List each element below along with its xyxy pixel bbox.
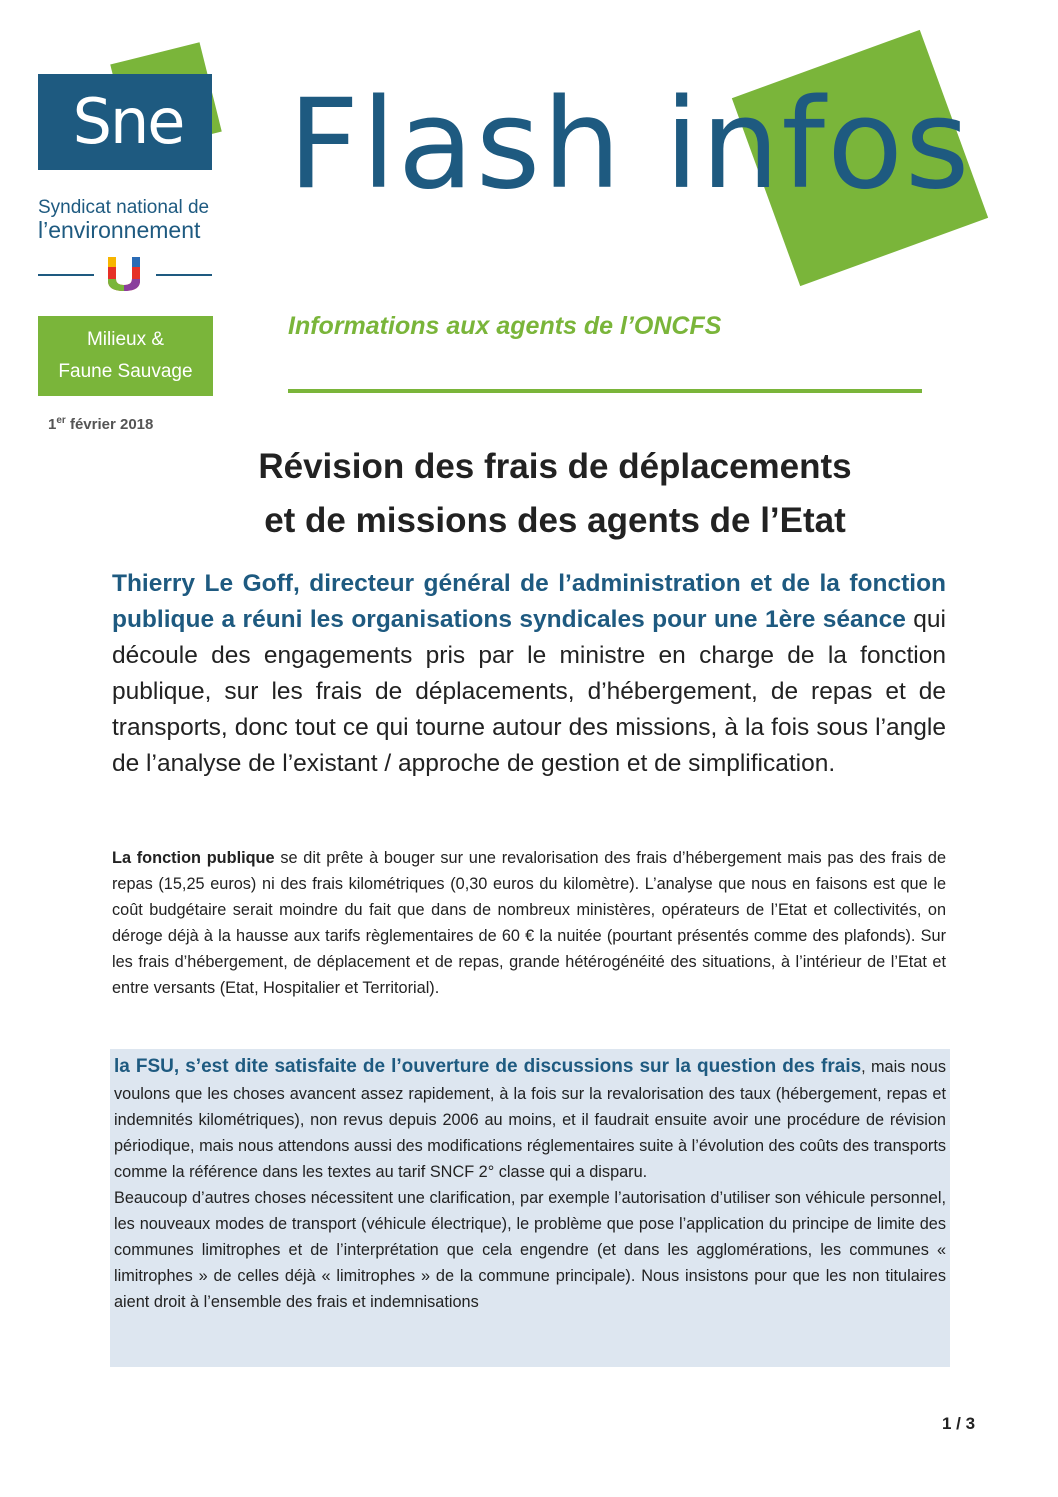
lead-paragraph — [112, 566, 946, 782]
fsu-statement-box — [110, 1049, 950, 1367]
newsletter-title: Flash infos — [288, 73, 972, 217]
newsletter-subtitle: Informations aux agents de l’ONCFS — [288, 312, 722, 340]
logo-wordmark: Sne — [72, 85, 184, 158]
organization-name-line1: Syndicat national de — [38, 197, 210, 218]
fsu-paragraph-2: Beaucoup d’autres choses nécessitent une clarification, par exemple l’autorisation d’utiliser son véhicule personnel, les nouveaux modes de transport (véhicule électrique), le problème que pose l’application du principe de limite des communes limitrophes et de l’interprétation que cela engendre (et dans les agglomérations, les communes « limitrophes » de celles déjà « limitrophes » de la commune principale). Nous insistons pour que les non titulaires aient droit à l’ensemble des frais et indemnisations — [114, 1189, 946, 1311]
organization-name — [38, 196, 216, 242]
fsu-paragraph-1 — [114, 1053, 946, 1185]
issue-date-day: 1 — [48, 416, 57, 433]
issue-date-ordinal: er — [56, 415, 66, 426]
issue-date-rest: février 2018 — [65, 416, 154, 433]
article-headline — [220, 440, 890, 548]
union-u-badge-icon — [104, 255, 144, 293]
page-number: 1 / 3 — [942, 1414, 976, 1433]
lead-rest: qui découle des engagements pris par le ministre en charge de la fonction publique, sur les frais de déplacements, d’hébergement, de repas et de transports, donc tout ce qui tourne autour des missions, à la fois sous l’angle de l’analyse de l’existant / approche de gestion et de simplification. — [112, 606, 946, 777]
subtitle-rule — [288, 389, 922, 393]
fsu-lead: la FSU, s’est dite satisfaite de l’ouverture de discussions sur la question des frais — [114, 1056, 862, 1077]
headline-line2: et de missions des agents de l’Etat — [264, 501, 846, 540]
body-paragraph-bold: La fonction publique — [112, 849, 275, 867]
lead-highlight: Thierry Le Goff, directeur général de l’administration et de la fonction publique a réuni les organisations syndicales pour une 1ère séance — [112, 570, 946, 633]
organization-name-line2: l’environnement — [38, 217, 201, 243]
category-line1: Milieux & — [86, 329, 165, 350]
headline-line1: Révision des frais de déplacements — [258, 447, 852, 486]
divider-left — [38, 274, 94, 276]
issue-date — [48, 415, 153, 433]
divider-right — [156, 274, 212, 276]
body-paragraph — [112, 845, 946, 1001]
category-label — [38, 316, 213, 396]
category-line2: Faune Sauvage — [58, 361, 193, 382]
body-paragraph-rest: se dit prête à bouger sur une revalorisation des frais d’hébergement mais pas des frais de repas (15,25 euros) ni des frais kilométriques (0,30 euros du kilomètre). L’analyse que nous en faisons est que le coût budgétaire serait moindre du fait que dans de nombreux ministères, opérateurs de l’Etat et collectivités, on déroge déjà à la hausse aux tarifs règlementaires de 60 € la nuitée (pourtant présentés comme des plafonds). Sur les frais d’hébergement, de déplacement et de repas, grande hétérogénéité des situations, à l’intérieur de l’Etat et entre versants (Etat, Hospitalier et Territorial). — [112, 849, 947, 997]
fsu-rest: , mais nous voulons que les choses avancent assez rapidement, à la fois sur la revalorisation des taux (hébergement, repas et indemnités kilométriques), non revus depuis 2006 au moins, et il faudrait ensuite avoir une procédure de révision périodique, mais nous attendons aussi des modifications réglementaires suite à l’évolution des coûts des transports comme la référence dans les textes au tarif SNCF 2° classe qui a disparu. — [114, 1058, 946, 1181]
